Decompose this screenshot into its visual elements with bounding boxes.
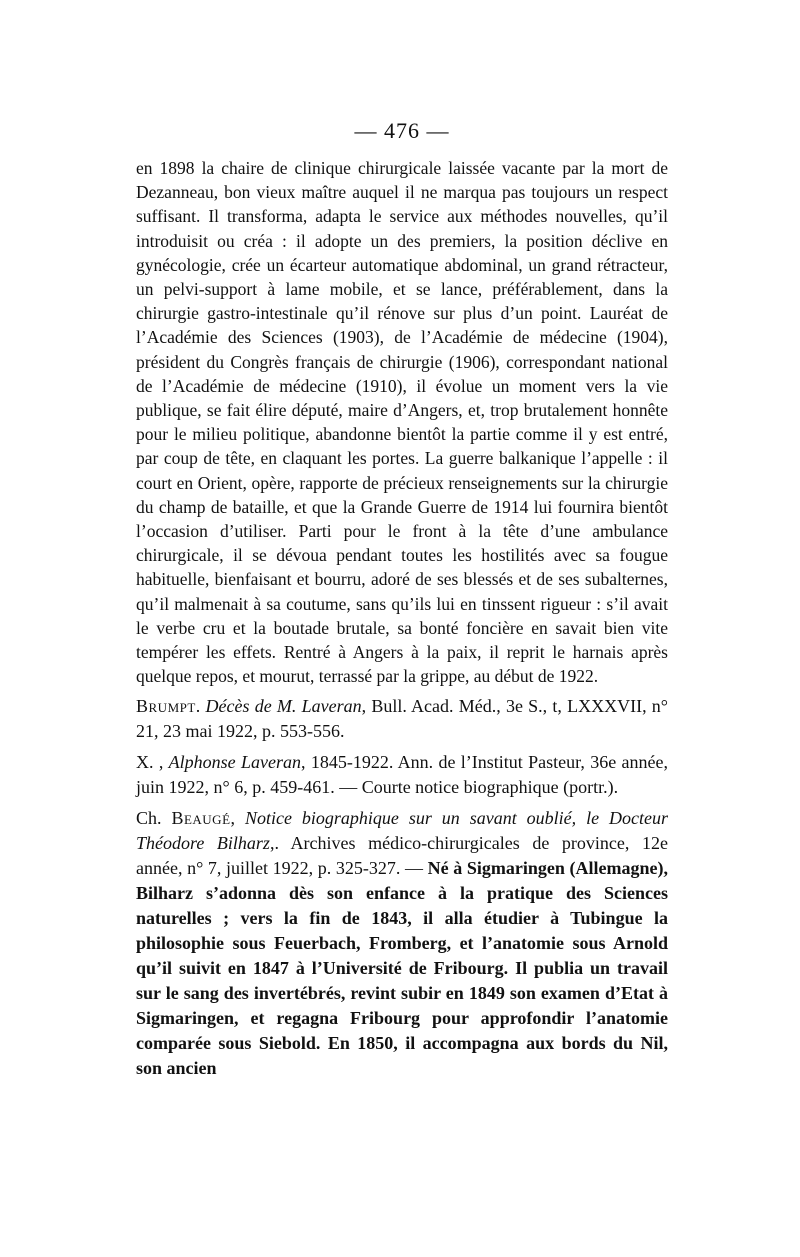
page-number: — 476 — [354, 118, 450, 143]
reference-separator: , [230, 808, 245, 829]
reference-title: Décès de M. Laveran [205, 696, 362, 717]
reference-author-prefix: Ch. [136, 808, 172, 829]
reference-title: Alphonse Laveran [168, 752, 301, 773]
reference-author: X. , [136, 752, 169, 773]
reference-details: ,. Archives médico-chirurgicales de province, 12e année, n° 7, juillet 1922, p. 325-327. — [136, 833, 668, 879]
reference-author: Brumpt [136, 696, 196, 717]
reference-brumpt [136, 694, 668, 744]
reference-title: Notice biographique sur un savant oublié, le Docteur Théodore Bilharz [136, 808, 669, 854]
reference-details: , Bull. Acad. Méd., 3e S., t, LXXXVII, n° 21, 23 mai 1922, p. 553-556. [136, 696, 668, 742]
reference-separator: . [195, 696, 206, 717]
reference-details: , 1845-1922. Ann. de l’Institut Pasteur, 36e année, juin 1922, n° 6, p. 459-461. — Courte notice biographique (portr.). [136, 752, 669, 798]
reference-beauge [136, 806, 668, 1081]
document-page [136, 118, 668, 1081]
reference-laveran [136, 750, 668, 800]
biography-text: Né à Sigmaringen (Allemagne), Bilharz s’adonna dès son enfance à la pratique des Sciences naturelles ; vers la fin de 1843, il alla étudier à Tubingue la philosophie sous Feuerbach, Fromberg, et l’anatomie sous Arnold qu’il suivit en 1847 à l’Université de Fribourg. Il publia un travail sur le sang des invertébrés, revint subir en 1849 son examen d’Etat à Sigmaringen, et regagna Fribourg pour approfondir l’anatomie comparée sous Siebold. En 1850, il accompagna aux bords du Nil, son ancien [136, 858, 668, 1079]
reference-author: Beaugé [171, 808, 231, 829]
body-paragraph: en 1898 la chaire de clinique chirurgicale laissée vacante par la mort de Dezanneau, bon vieux maître auquel il ne marqua pas toujours un respect suffisant. Il transforma, adapta le service aux méthodes nouvelles, qu’il introduisit ou créa : il adopte un des premiers, la position déclive en gynécologie, crée un écarteur automatique abdominal, un grand rétracteur, un pelvi-support à lame mobile, et se lance, préférablement, dans la chirurgie gastro-intestinale qu’il rénove sur plus d’un point. Lauréat de l’Académie des Sciences (1903), de l’Académie de médecine (1904), président du Congrès français de chirurgie (1906), correspondant national de l’Académie de médecine (1910), il évolue un moment vers la vie publique, se fait élire député, maire d’Angers, et, trop brutalement honnête pour le milieu politique, abandonne bientôt la partie comme il y est entré, par coup de tête, en claquant les portes. La guerre balkanique l’appelle : il court en Orient, opère, rapporte de précieux renseignements sur la chirurgie du champ de bataille, et que la Grande Guerre de 1914 lui fournira bientôt l’occasion d’utiliser. Parti pour le front à la tête d’une ambulance chirurgicale, il se dévoua pendant toutes les hostilités avec sa fougue habituelle, bienfaisant et bourru, adoré de ses blessés et de ses subalternes, qu’il malmenait à sa coutume, sans qu’ils lui en tinssent rigueur : s’il avait le verbe cru et la boutade brutale, sa bonté foncière en savait bien vite tempérer les effets. Rentré à Angers à la paix, il reprit le harnais après quelque repos, et mourut, terrassé par la grippe, au début de 1922. [136, 158, 668, 687]
